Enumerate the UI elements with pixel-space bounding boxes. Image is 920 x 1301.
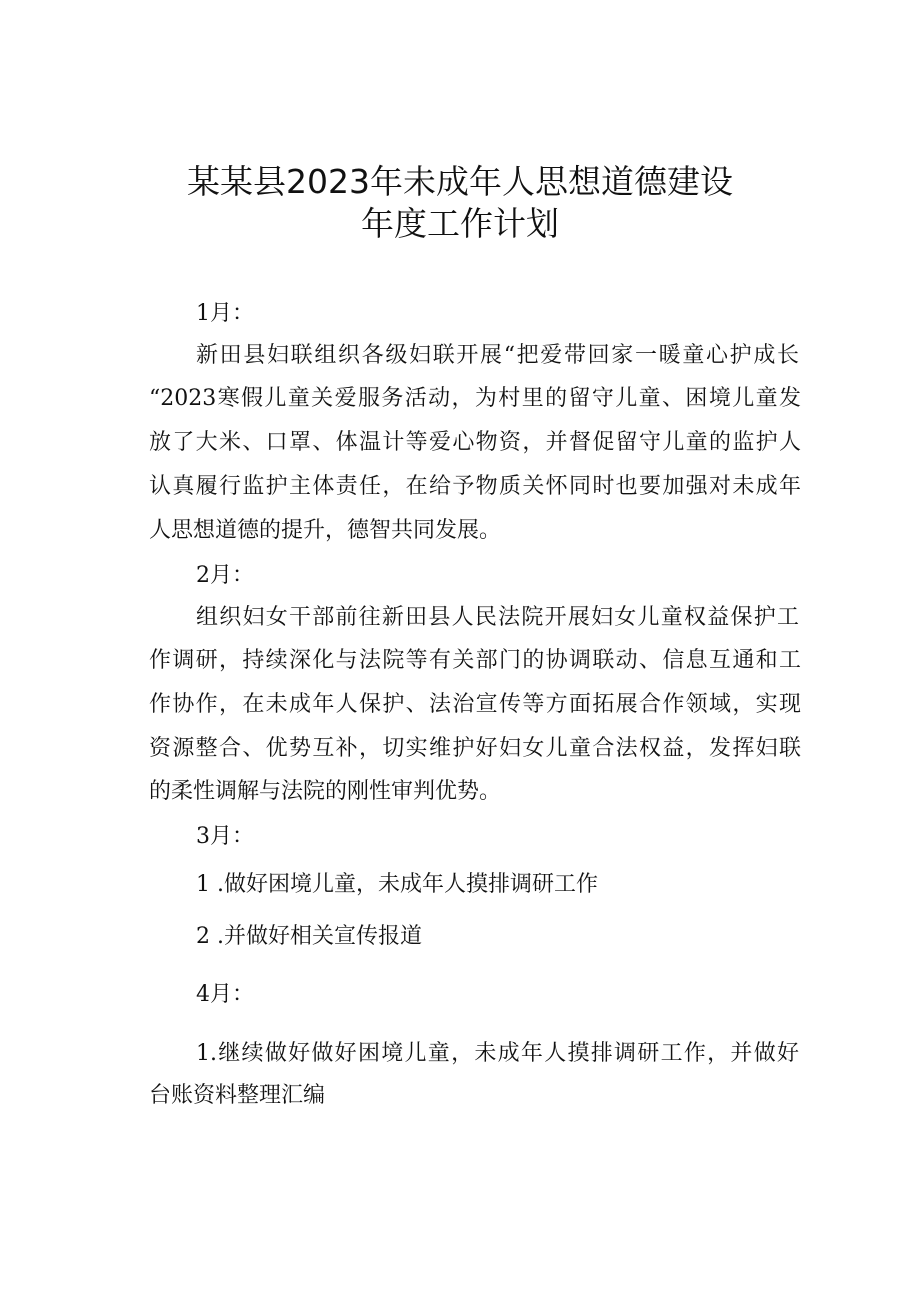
month-heading-january: 1月： xyxy=(196,301,254,326)
paragraph-line: 认真履行监护主体责任，在给予物质关怀同时也要加强对未成年 xyxy=(149,474,801,499)
paragraph-line: 的柔性调解与法院的刚性审判优势。 xyxy=(149,779,502,804)
paragraph-line: 资源整合、优势互补，切实维护好妇女儿童合法权益，发挥妇联 xyxy=(149,736,801,761)
paragraph-line: “2023寒假儿童关爱服务活动，为村里的留守儿童、困境儿童发 xyxy=(149,386,801,411)
document-title-line-2: 年度工作计划 xyxy=(361,204,559,243)
paragraph-line: 台账资料整理汇编 xyxy=(149,1083,326,1108)
month-heading-april: 4月： xyxy=(196,982,254,1007)
paragraph-line: 组织妇女干部前往新田县人民法院开展妇女儿童权益保护工 xyxy=(196,605,799,630)
month-heading-march: 3月： xyxy=(196,824,254,849)
paragraph-line: 作调研，持续深化与法院等有关部门的协调联动、信息互通和工 xyxy=(149,648,801,673)
paragraph-line: 新田县妇联组织各级妇联开展“把爱带回家一暖童心护成长 xyxy=(196,343,799,368)
month-heading-february: 2月： xyxy=(196,563,254,588)
paragraph-line: 人思想道德的提升，德智共同发展。 xyxy=(149,518,502,543)
list-item: 2 .并做好相关宣传报道 xyxy=(196,924,422,949)
paragraph-line: 作协作，在未成年人保护、法治宣传等方面拓展合作领域，实现 xyxy=(149,692,801,717)
document-title-line-1: 某某县2023年未成年人思想道德建设 xyxy=(187,162,733,201)
paragraph-line: 放了大米、口罩、体温计等爱心物资，并督促留守儿童的监护人 xyxy=(149,430,801,455)
list-item: 1 .做好困境儿童，未成年人摸排调研工作 xyxy=(196,872,598,897)
paragraph-line: 1.继续做好做好困境儿童，未成年人摸排调研工作，并做好 xyxy=(196,1041,799,1066)
